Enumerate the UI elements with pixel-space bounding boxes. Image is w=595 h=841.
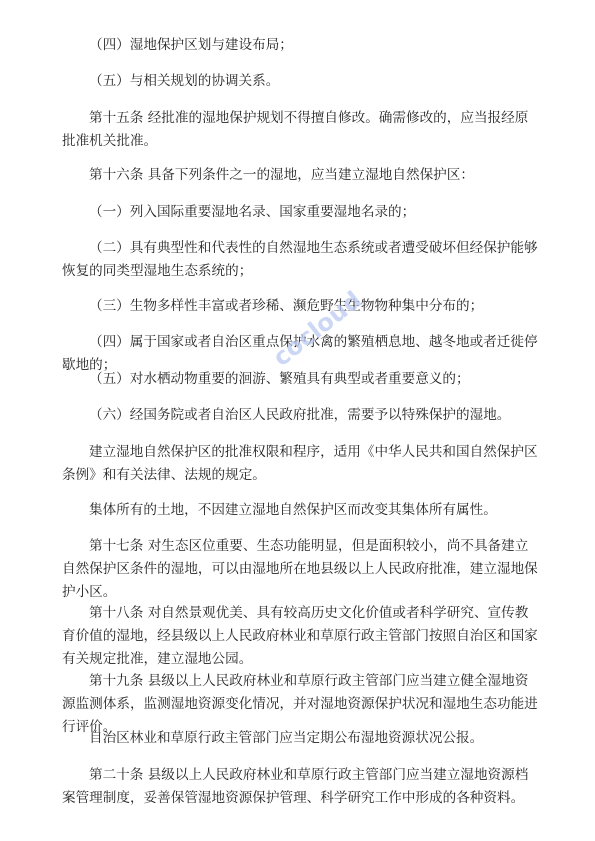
paragraph-2: （五）与相关规划的协调关系。 xyxy=(89,73,280,89)
paragraph-3: 第十五条 经批准的湿地保护规划不得擅自修改。确需修改的，应当报经原批准机关批准。 xyxy=(62,110,529,149)
paragraph-12: 集体所有的土地，不因建立湿地自然保护区而改变其集体所有属性。 xyxy=(89,502,497,518)
paragraph-7: （三）生物多样性丰富或者珍稀、濒危野生生物物种集中分布的； xyxy=(89,298,484,314)
paragraph-1: （四）湿地保护区划与建设布局； xyxy=(89,37,293,53)
paragraph-9: （五）对水栖动物重要的洄游、繁殖具有典型或者重要意义的； xyxy=(89,371,470,387)
paragraph-11: 建立湿地自然保护区的批准权限和程序，适用《中华人民共和国自然保护区条例》和有关法律、法规的规定。 xyxy=(62,444,538,483)
paragraph-13: 第十七条 对生态区位重要、生态功能明显，但是面积较小，尚不具备建立自然保护区条件的湿地，可以由湿地所在地县级以上人民政府批准，建立湿地保护小区。 xyxy=(62,538,538,600)
paragraph-8: （四）属于国家或者自治区重点保护水禽的繁殖栖息地、越冬地或者迁徙停歇地的； xyxy=(62,334,538,373)
paragraph-5: （一）列入国际重要湿地名录、国家重要湿地名录的； xyxy=(89,204,416,220)
paragraph-15: 第十九条 县级以上人民政府林业和草原行政主管部门应当建立健全湿地资源监测体系，监测湿地资源变化情况，并对湿地资源保护状况和湿地生态功能进行评价。 xyxy=(62,673,538,735)
paragraph-4: 第十六条 具备下列条件之一的湿地，应当建立湿地自然保护区： xyxy=(89,167,474,183)
paragraph-17: 第二十条 县级以上人民政府林业和草原行政主管部门应当建立湿地资源档案管理制度，妥善保管湿地资源保护管理、科学研究工作中形成的各种资料。 xyxy=(62,767,529,806)
watermark-text: cocloud xyxy=(267,285,367,372)
paragraph-10: （六）经国务院或者自治区人民政府批准，需要予以特殊保护的湿地。 xyxy=(89,407,511,423)
paragraph-6: （二）具有典型性和代表性的自然湿地生态系统或者遭受破坏但经保护能够恢复的同类型湿地生态系统的； xyxy=(62,240,538,279)
paragraph-14: 第十八条 对自然景观优美、具有较高历史文化价值或者科学研究、宣传教育价值的湿地，经县级以上人民政府林业和草原行政主管部门按照自治区和国家有关规定批准，建立湿地公园。 xyxy=(62,605,538,667)
paragraph-16: 自治区林业和草原行政主管部门应当定期公布湿地资源状况公报。 xyxy=(89,730,484,746)
